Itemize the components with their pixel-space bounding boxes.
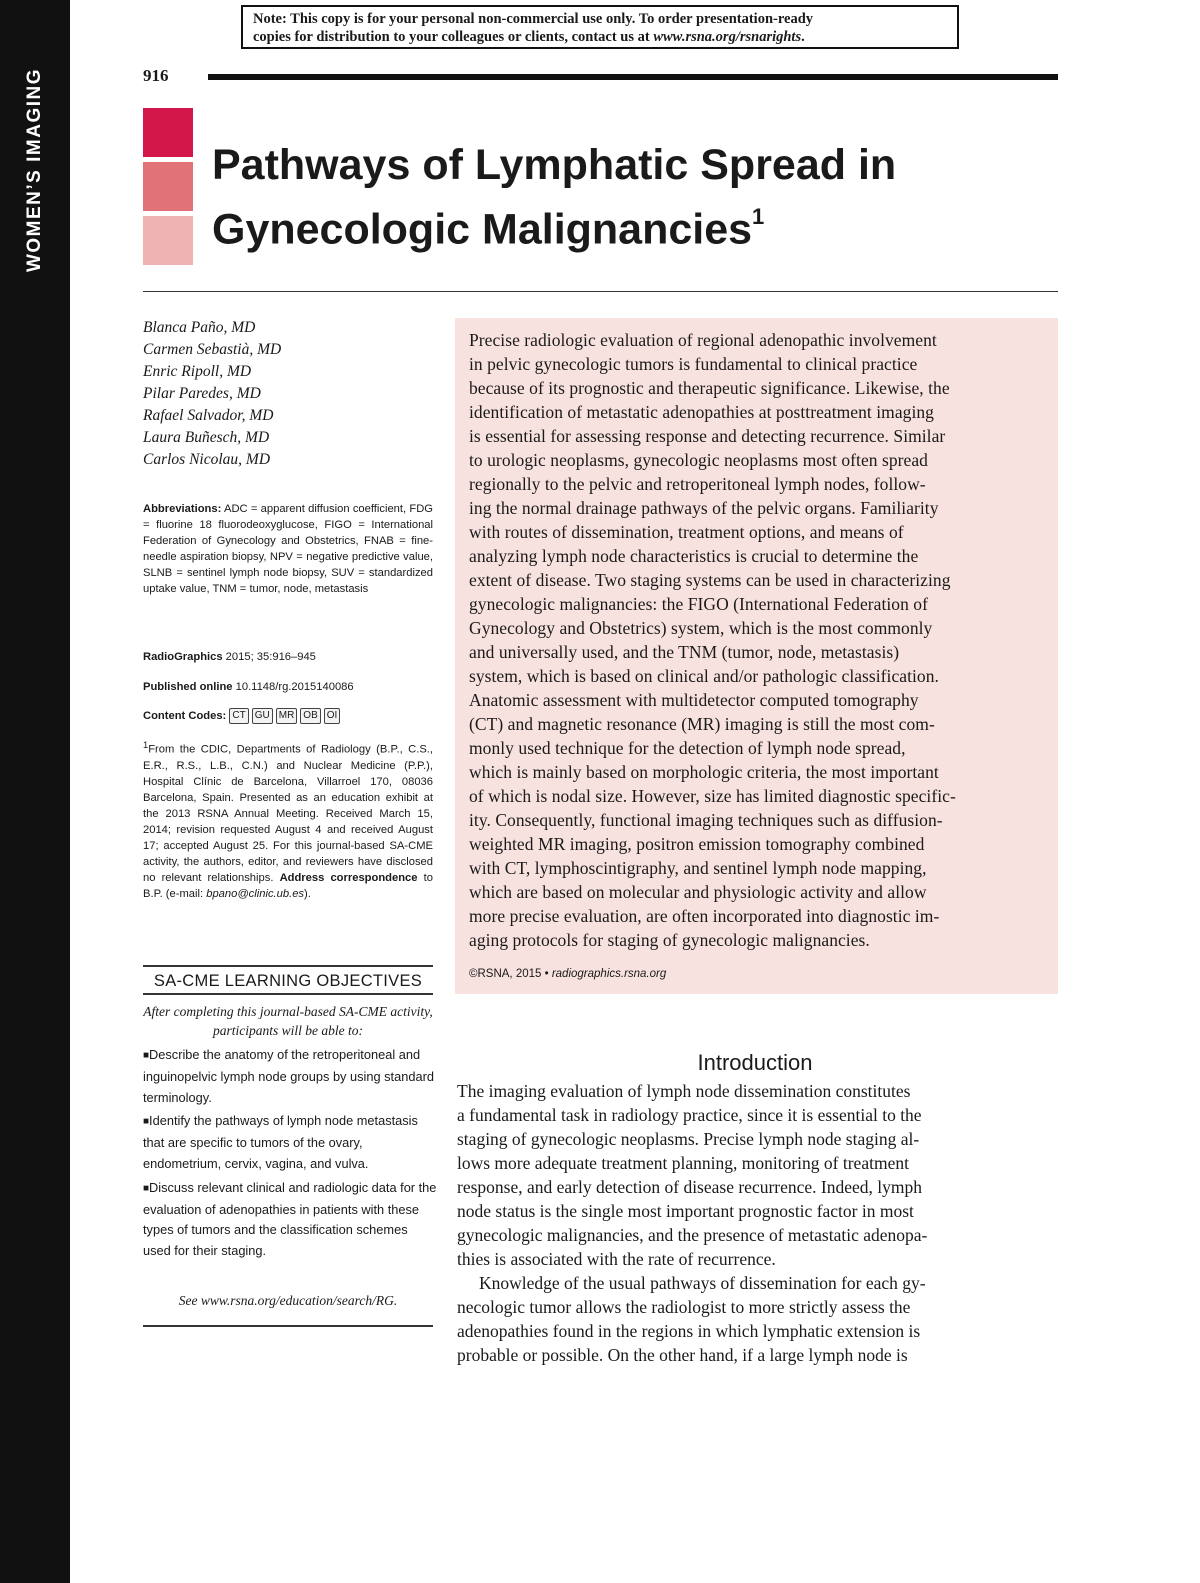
title-block-mid	[143, 162, 193, 211]
correspondence-email[interactable]: bpano@clinic.ub.es	[206, 887, 305, 900]
cme-see-link[interactable]: See www.rsna.org/education/search/RG.	[178, 1293, 398, 1308]
abstract-line: aging protocols for staging of gynecologic malignancies.	[469, 930, 870, 950]
usage-note-line-1: Note: This copy is for your personal non-commercial use only. To order presentation-ready	[253, 11, 814, 27]
intro-line: response, and early detection of disease recurrence. Indeed, lymph	[457, 1177, 923, 1197]
abbreviations-label: Abbreviations:	[143, 503, 222, 515]
content-codes-label: Content Codes:	[143, 710, 227, 722]
published-online	[143, 679, 443, 695]
abstract-copyright	[469, 968, 666, 980]
section-label: WOMEN’S IMAGING	[24, 67, 45, 273]
doi[interactable]: 10.1148/rg.2015140086	[232, 681, 354, 693]
content-codes	[143, 708, 443, 724]
affiliation-mark: 1	[143, 740, 149, 750]
usage-note-end: .	[801, 29, 805, 45]
abstract-line: system, which is based on clinical and/or pathologic classification.	[469, 666, 939, 686]
correspondence-label: Address correspondence	[279, 871, 418, 884]
abbreviations-text: ADC = apparent diffusion coefficient, FDG = fluorine 18 fluorodeoxyglucose, FIGO = International Federation of Gynecology and Obstetrics, FNAB = fine-needle aspiration biopsy, NPV = negative predictive value, SLNB = sentinel lymph node biopsy, SUV = standardized uptake value, TNM = tumor, node, metastasis	[143, 503, 433, 595]
author-name: Carmen Sebastià, MD	[143, 341, 282, 358]
affiliation-text: From the CDIC, Departments of Radiology (B.P., C.S., E.R., R.S., L.B., C.N.) and Nuclear Medicine (P.P.), Hospital Clínic de Barcelona, Villarroel 170, 08036 Barcelona, Spain. Presented as an education exhibit at the 2013 RSNA Annual Meeting. Received March 15, 2014; revision requested August 4 and received August 17; accepted August 25. For this journal-based SA-CME activity, the authors, editor, and reviewers have disclosed no relevant relationships.	[143, 743, 433, 884]
content-code-badge[interactable]: GU	[252, 708, 273, 724]
content-code-badge[interactable]: OI	[324, 708, 341, 724]
abstract-line: in pelvic gynecologic tumors is fundamental to clinical practice	[469, 354, 918, 374]
author-name: Laura Buñesch, MD	[143, 429, 270, 446]
journal-name: RadioGraphics	[143, 651, 223, 663]
intro-line: adenopathies found in the regions in which lymphatic extension is	[457, 1321, 921, 1341]
affiliation-end: ).	[304, 887, 311, 900]
title-block-light	[143, 216, 193, 265]
abstract-line: weighted MR imaging, positron emission tomography combined	[469, 834, 925, 854]
abstract-text	[469, 328, 1044, 952]
intro-line: lows more adequate treatment planning, monitoring of treatment	[457, 1153, 909, 1173]
author-name: Carlos Nicolau, MD	[143, 451, 271, 468]
abstract-line: ity. Consequently, functional imaging techniques such as diffusion-	[469, 810, 943, 830]
abstract-line: of which is nodal size. However, size has limited diagnostic specific-	[469, 786, 956, 806]
cme-objective-text: Discuss relevant clinical and radiologic data for the evaluation of adenopathies in patients with these types of tumors and the classification schemes used for their staging.	[143, 1179, 437, 1259]
cme-objective-text: Identify the pathways of lymph node metastasis that are specific to tumors of the ovary, endometrium, cervix, vagina, and vulva.	[143, 1113, 418, 1171]
published-label: Published online	[143, 681, 233, 693]
author-list	[143, 317, 281, 471]
abstract-line: Anatomic assessment with multidetector computed tomography	[469, 690, 919, 710]
abbreviations	[143, 501, 433, 597]
introduction-heading: Introduction	[697, 1050, 813, 1075]
article-title-line-2	[212, 193, 1072, 257]
abstract-line: to urologic neoplasms, gynecologic neoplasms most often spread	[469, 450, 928, 470]
cme-header: SA-CME LEARNING OBJECTIVES	[143, 965, 433, 995]
intro-line: node status is the single most important prognostic factor in most	[457, 1201, 914, 1221]
abstract-line: and universally used, and the TNM (tumor, node, metastasis)	[469, 642, 900, 662]
intro-line: The imaging evaluation of lymph node dissemination constitutes	[457, 1081, 911, 1101]
abstract-line: identification of metastatic adenopathies at posttreatment imaging	[469, 402, 934, 422]
content-code-list	[229, 708, 340, 724]
title-block-dark	[143, 108, 193, 157]
abstract-line: which is mainly based on morphologic criteria, the most important	[469, 762, 939, 782]
cme-objectives	[143, 1045, 438, 1265]
abstract-line: gynecologic malignancies: the FIGO (International Federation of	[469, 594, 928, 614]
journal-site-link[interactable]: radiographics.rsna.org	[551, 968, 667, 980]
abstract-line: analyzing lymph node characteristics is crucial to determine the	[469, 546, 919, 566]
abstract-line: with CT, lymphoscintigraphy, and sentinel lymph node mapping,	[469, 858, 927, 878]
abstract-line: (CT) and magnetic resonance (MR) imaging is still the most com-	[469, 714, 935, 734]
cme-objective	[143, 1111, 438, 1174]
article-title-text-2: Gynecologic Malignancies	[212, 205, 753, 254]
intro-line: thies is associated with the rate of recurrence.	[457, 1249, 776, 1269]
abstract-line: monly used technique for the detection of lymph node spread,	[469, 738, 906, 758]
usage-note	[241, 5, 959, 49]
abstract-line: regionally to the pelvic and retroperitoneal lymph nodes, follow-	[469, 474, 926, 494]
author-name: Blanca Paño, MD	[143, 319, 256, 336]
cme-intro: After completing this journal-based SA-CME activity, participants will be able to:	[143, 1004, 433, 1038]
cme-bottom-rule	[143, 1325, 433, 1327]
cme-objective	[143, 1178, 438, 1262]
page-number: 916	[143, 66, 169, 85]
bullet-icon: ■	[143, 1050, 150, 1061]
cme-objective-text: Describe the anatomy of the retroperitoneal and inguinopelvic lymph node groups by using standard terminology.	[143, 1047, 434, 1105]
rsna-rights-link[interactable]: www.rsna.org/rsnarights	[653, 29, 802, 45]
abstract-line: Gynecology and Obstetrics) system, which is the most commonly	[469, 618, 933, 638]
intro-line: a fundamental task in radiology practice, since it is essential to the	[457, 1105, 922, 1125]
author-name: Rafael Salvador, MD	[143, 407, 274, 424]
introduction-body	[457, 1079, 1057, 1367]
content-code-badge[interactable]: CT	[229, 708, 248, 724]
abstract-line: more precise evaluation, are often incorporated into diagnostic im-	[469, 906, 940, 926]
author-name: Pilar Paredes, MD	[143, 385, 261, 402]
bullet-icon: ■	[143, 1182, 150, 1194]
bullet-icon: ■	[143, 1116, 150, 1128]
copyright-text: ©RSNA, 2015 •	[469, 968, 552, 980]
article-title	[212, 138, 1072, 257]
article-title-line-1: Pathways of Lymphatic Spread in	[212, 141, 897, 189]
abstract-line: ing the normal drainage pathways of the pelvic organs. Familiarity	[469, 498, 939, 518]
intro-line: necologic tumor allows the radiologist to more strictly assess the	[457, 1297, 911, 1317]
title-rule	[143, 291, 1058, 292]
abstract-line: with routes of dissemination, treatment options, and means of	[469, 522, 904, 542]
intro-line: staging of gynecologic neoplasms. Precise lymph node staging al-	[457, 1129, 920, 1149]
title-color-blocks	[143, 108, 193, 270]
title-footnote-mark: 1	[752, 204, 765, 229]
abstract-line: is essential for assessing response and detecting recurrence. Similar	[469, 426, 946, 446]
author-name: Enric Ripoll, MD	[143, 363, 252, 380]
intro-line: probable or possible. On the other hand, if a large lymph node is	[457, 1345, 908, 1365]
section-sidebar	[0, 0, 70, 1583]
citation-detail: 2015; 35:916–945	[222, 651, 316, 663]
correspondence-text: to B.P. (e-mail:	[143, 871, 433, 900]
citation	[143, 649, 443, 665]
content-code-badge[interactable]: MR	[276, 708, 298, 724]
abstract-line: which are based on molecular and physiologic activity and allow	[469, 882, 927, 902]
abstract-box	[455, 318, 1058, 994]
header-rule	[208, 74, 1058, 80]
intro-line: gynecologic malignancies, and the presence of metastatic adenopa-	[457, 1225, 928, 1245]
abstract-line: Precise radiologic evaluation of regional adenopathic involvement	[469, 330, 937, 350]
intro-line: Knowledge of the usual pathways of dissemination for each gy-	[479, 1273, 926, 1293]
affiliation-note	[143, 737, 433, 902]
usage-note-line-2	[253, 28, 947, 46]
usage-note-text: copies for distribution to your colleagues or clients, contact us at	[253, 29, 654, 45]
cme-objective	[143, 1045, 438, 1108]
abstract-line: extent of disease. Two staging systems can be used in characterizing	[469, 570, 951, 590]
content-code-badge[interactable]: OB	[300, 708, 320, 724]
abstract-line: because of its prognostic and therapeutic significance. Likewise, the	[469, 378, 950, 398]
